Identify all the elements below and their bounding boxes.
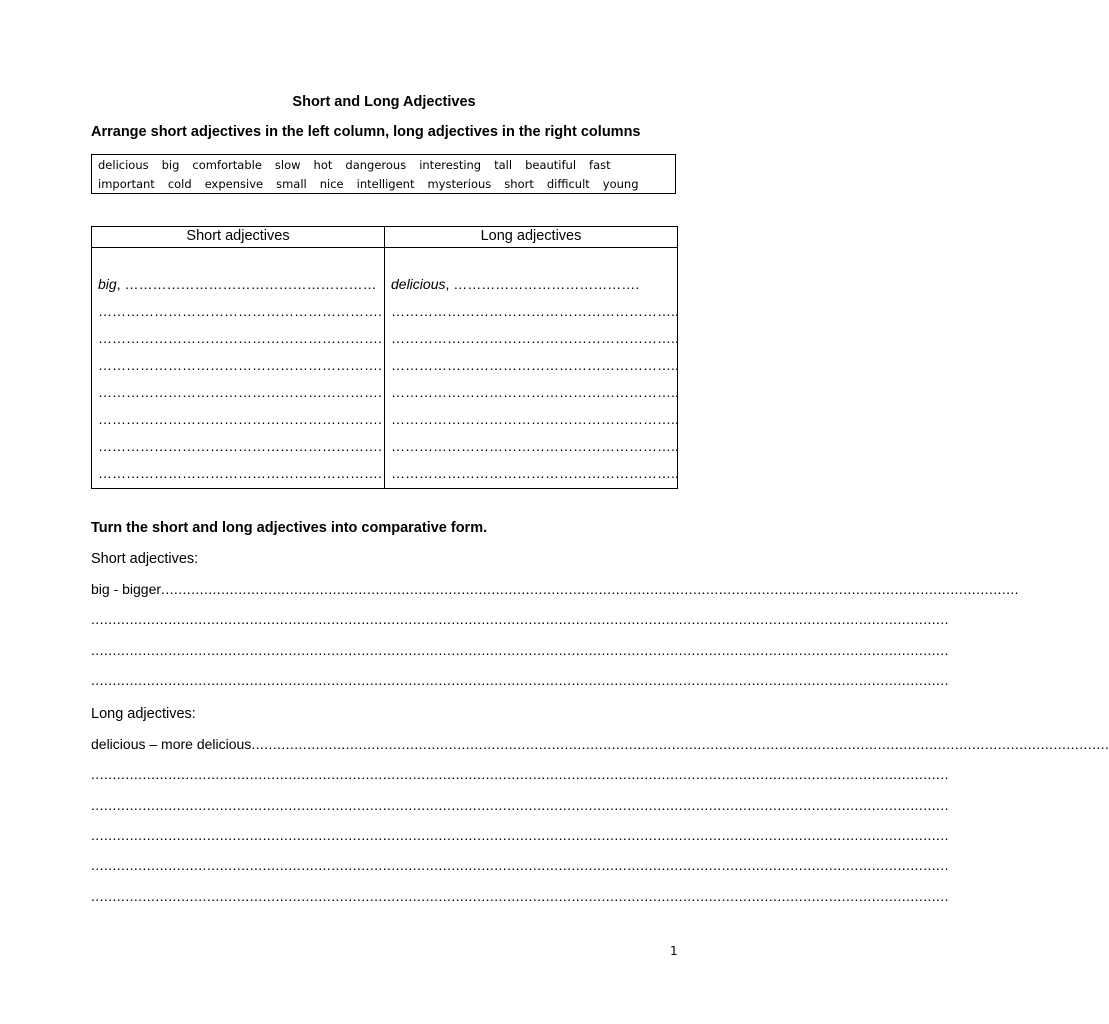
dotted-fill: ........................................................................................................................................................................................................ (251, 736, 1109, 753)
answer-line[interactable] (91, 641, 949, 671)
short-adjectives-label: Short adjectives: (91, 551, 199, 567)
long-adjectives-header: Long adjectives (385, 227, 678, 248)
word-bank-row (98, 175, 675, 194)
dotted-fill: …………………………………. (453, 276, 640, 292)
word-bank-word: dangerous (345, 158, 407, 172)
answer-line[interactable] (91, 735, 1109, 765)
answer-line[interactable] (91, 610, 949, 640)
word-bank-word: comfortable (192, 158, 262, 172)
blank-answer-line: …………………………………………………….. (391, 411, 679, 427)
word-bank-word: difficult (546, 177, 590, 191)
word-bank-word: tall (494, 158, 513, 172)
word-bank-word: small (276, 177, 307, 191)
word-bank-word: expensive (204, 177, 264, 191)
dotted-fill: ........................................................................................................................................................................................................ (91, 796, 949, 813)
dotted-fill: ........................................................................................................................................................................................................ (91, 857, 949, 874)
blank-answer-line: …………………………………………………….. (391, 303, 679, 319)
comparative-section (91, 519, 1109, 917)
blank-answer-line: …………………………………………………….. (391, 357, 679, 373)
comparative-heading: Turn the short and long adjectives into comparative form. (91, 520, 488, 536)
short-adjectives-column[interactable] (92, 248, 385, 489)
answer-line[interactable] (91, 887, 949, 917)
word-bank-word: nice (319, 177, 344, 191)
word-bank-word: young (602, 177, 639, 191)
sorting-table (91, 226, 678, 489)
word-bank-word: short (504, 177, 534, 191)
page-title: Short and Long Adjectives (292, 94, 476, 110)
word-bank-word: delicious (98, 158, 149, 172)
answer-line[interactable] (91, 580, 1019, 610)
answer-line[interactable] (91, 671, 949, 701)
blank-answer-line: …………………………………………………….. (391, 465, 679, 481)
dotted-fill: ........................................................................................................................................................................................................ (91, 611, 949, 628)
word-bank-word: interesting (419, 158, 482, 172)
dotted-fill: ........................................................................................................................................................................................................ (91, 671, 949, 688)
short-adjectives-header: Short adjectives (92, 227, 385, 248)
word-bank-word: intelligent (356, 177, 415, 191)
word-bank-word: slow (274, 158, 301, 172)
blank-answer-line: ……………………………………………………. (98, 411, 382, 427)
example-answer: big - bigger (91, 581, 162, 597)
dotted-fill: ……………………………………………… (124, 276, 377, 292)
example-answer: delicious – more delicious (91, 736, 252, 753)
first-answer-line: big, ……………………………………………… (98, 276, 377, 292)
blank-answer-line: ……………………………………………………. (98, 303, 382, 319)
word-bank-row (98, 156, 675, 175)
page-number: 1 (670, 944, 678, 958)
answer-line[interactable] (91, 765, 949, 795)
answer-line[interactable] (91, 856, 949, 886)
example-word: delicious (391, 276, 446, 292)
dotted-fill: ........................................................................................................................................................................................................ (91, 827, 949, 844)
dotted-fill: ........................................................................................................................................................................................................ (91, 766, 949, 783)
long-answer-lines (91, 735, 1109, 917)
word-bank-box (91, 154, 676, 194)
blank-answer-line: ……………………………………………………. (98, 357, 382, 373)
blank-answer-line: ……………………………………………………. (98, 465, 382, 481)
blank-answer-line: …………………………………………………….. (391, 384, 679, 400)
short-answer-lines (91, 580, 1019, 701)
arrange-instruction: Arrange short adjectives in the left column, long adjectives in the right columns (91, 124, 641, 140)
word-bank-word: important (98, 177, 155, 191)
word-bank-word: mysterious (427, 177, 492, 191)
first-answer-line: delicious, …………………………………. (391, 276, 640, 292)
dotted-fill: ........................................................................................................................................................................................................ (91, 887, 949, 904)
blank-answer-line: ……………………………………………………. (98, 330, 382, 346)
word-bank-word: big (161, 158, 180, 172)
dotted-fill: ........................................................................................................................................................................................................ (161, 581, 1019, 597)
word-bank-word: cold (167, 177, 192, 191)
word-bank-word: fast (589, 158, 611, 172)
blank-answer-line: ……………………………………………………. (98, 384, 382, 400)
blank-answer-line: …………………………………………………….. (391, 330, 679, 346)
long-adjectives-column[interactable] (385, 248, 678, 489)
answer-line[interactable] (91, 796, 949, 826)
blank-answer-line: …………………………………………………….. (391, 438, 679, 454)
example-word: big (98, 276, 117, 292)
dotted-fill: ........................................................................................................................................................................................................ (91, 641, 949, 658)
long-adjectives-label: Long adjectives: (91, 706, 196, 723)
word-bank-word: hot (313, 158, 333, 172)
blank-answer-line: ……………………………………………………. (98, 438, 382, 454)
word-bank-word: beautiful (525, 158, 577, 172)
answer-line[interactable] (91, 826, 949, 856)
